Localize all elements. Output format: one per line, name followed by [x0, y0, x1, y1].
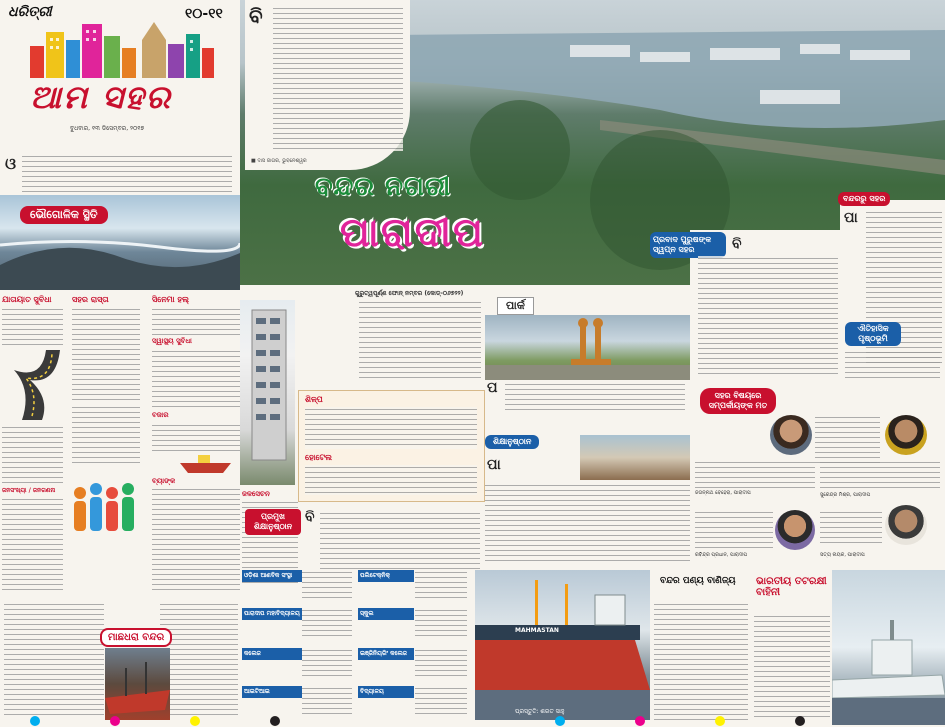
edu-list-text [415, 570, 467, 600]
right-column-tab: ବନ୍ଦରରୁ ସହର [838, 192, 890, 206]
edu-list-text [302, 608, 352, 638]
registration-mark [110, 716, 120, 726]
opinion-person-name: ସତ୍ୟ ନାୟକ, ପାରାଦୀପ [820, 552, 865, 558]
park-text-block [485, 380, 690, 435]
avatar [775, 510, 815, 550]
pravad-lead-letter: ବି [732, 236, 742, 252]
giraffe-park-photo [485, 315, 690, 380]
opinion-text [820, 460, 940, 490]
edu-list-label: ବିଦ୍ୟାଳୟ [358, 686, 414, 698]
column-heading: ସ୍ୱାସ୍ଥ୍ୟ ସୁବିଧା [152, 337, 192, 345]
masthead [0, 0, 240, 135]
edu-list-label: ଇଞ୍ଜିନିୟରିଂ କଲେଜ [358, 648, 414, 660]
park-text [505, 382, 685, 414]
tower-building-photo [240, 300, 295, 485]
institutions-heading: ପ୍ରମୁଖ ଶିକ୍ଷାନୁଷ୍ଠାନ [245, 509, 301, 535]
contacts-list [359, 300, 481, 382]
fishing-section [0, 600, 240, 727]
column-heading: ସହର ରାସ୍ତା [72, 295, 109, 304]
avatar [885, 505, 927, 545]
section-title: ଆମ ସହର [30, 78, 172, 116]
column-heading: ଯାତାୟାତ ସୁବିଧା [2, 295, 52, 304]
column-text [152, 423, 240, 453]
column-heading: ବ୍ୟାଙ୍କ [152, 477, 176, 485]
column-text [152, 307, 240, 335]
column-text [4, 602, 104, 717]
column-heading: ସିନେମା ହଲ୍ [152, 295, 189, 304]
hero-byline: ■ ଦାସ ଜାଗର, ଭୁବନେଶ୍ୱର [251, 158, 307, 164]
ship-caption: ପ୍ରସ୍ତୁତି: ଶରତ ସାହୁ [515, 708, 565, 715]
edu-list-label: କଲେଜ [242, 648, 302, 660]
hero-text-panel [245, 0, 410, 170]
education-text [485, 483, 690, 563]
education-lead-letter: ପା [487, 457, 501, 473]
coast-guard-section [750, 570, 945, 725]
edu-list-text [302, 570, 352, 600]
avatar [885, 415, 927, 455]
opinion-person-name: ଜଗନ୍ନାଥ ବେହେରା, ପାରାଦୀପ [695, 490, 751, 496]
opinion-person-name: ରବିନ୍ଦ୍ର ପ୍ରଧାନ, ପାରାଦୀପ [695, 552, 748, 558]
edu-list-grid [240, 568, 470, 727]
coast-guard-text [754, 614, 830, 720]
paper-name: ଧରିତ୍ରୀ [8, 4, 52, 20]
column-heading: ଜନସଂଖ୍ୟା / ଜନଗଣନା [2, 487, 56, 494]
right-lead-letter: ପା [844, 210, 858, 226]
column-heading: ଜଳସେଚନ [242, 490, 270, 498]
avatar [770, 415, 812, 455]
edu-list-label: ଆଇଟିଆଇ [242, 686, 302, 698]
date-line: ବୁଧବାର, ୧୩ ଡିସେମ୍ବର, ୨୦୧୭ [70, 125, 145, 132]
edu-list-text [415, 608, 467, 638]
edu-list-text [302, 686, 352, 716]
opinion-text [820, 510, 882, 545]
fishing-boats-photo [105, 648, 170, 720]
hero-body-text [273, 6, 403, 151]
edu-list-label: ସ୍କୁଲ [358, 608, 414, 620]
pravad-text [698, 256, 838, 376]
column-cinema [148, 295, 243, 595]
intro-text [22, 154, 232, 196]
ship-section-heading: ବନ୍ଦର ପଣ୍ୟ ବାଣିଜ୍ୟ [660, 576, 736, 586]
column-text [2, 307, 63, 347]
column-text [72, 405, 140, 465]
right-column [840, 194, 945, 375]
history-label: ଐତିହାସିକ ପୃଷ୍ଠଭୂମି [845, 322, 901, 346]
cargo-ship-photo [475, 570, 650, 720]
page-range: ୧୦-୧୧ [185, 6, 223, 22]
opinions-section [690, 380, 945, 565]
ship-name: MAHMASTAN [515, 627, 559, 634]
edu-list-label: ପାରାଦୀପ ମହାବିଦ୍ୟାଳୟ [242, 608, 302, 620]
opinions-heading: ସହର ବିଷୟରେ ସମ୍ପର୍କୀୟଙ୍କ ମତ [700, 388, 776, 414]
registration-mark [635, 716, 645, 726]
column-industry [298, 390, 485, 502]
ship-section-body [654, 602, 748, 720]
institutions-text [320, 511, 480, 569]
column-text [305, 465, 477, 495]
park-heading: ପାର୍କ [497, 297, 534, 315]
hero-title-main: ପାରାଦୀପ [340, 210, 485, 256]
hero-lead-letter: ବି [249, 4, 263, 28]
boat-illustration [178, 453, 233, 475]
column-text [160, 602, 238, 717]
column-text [2, 497, 63, 592]
column-heading: ହୋଟେଲ [305, 453, 333, 462]
opinion-text [815, 415, 880, 465]
building-photo [580, 435, 690, 480]
column-text [152, 487, 240, 592]
contacts-heading: ଗୁରୁତ୍ୱପୂର୍ଣ୍ଣ ଫୋନ୍ ନମ୍ବର (କୋଡ୍-୦୬୭୨୨) [355, 290, 464, 297]
column-roads [68, 295, 143, 595]
road-illustration [2, 350, 62, 420]
ship-section-text [650, 570, 750, 725]
edu-list-text [415, 686, 467, 716]
edu-list-label: ପଲିଟେକ୍ନିକ୍ [358, 570, 414, 582]
institutions-lead-letter: ବି [305, 509, 315, 525]
opinion-text [695, 510, 773, 550]
education-heading: ଶିକ୍ଷାନୁଷ୍ଠାନ [485, 435, 539, 449]
edu-list-text [302, 648, 352, 678]
column-transport [0, 295, 65, 595]
column-text [72, 307, 140, 402]
column-text [2, 425, 63, 485]
education-section [485, 435, 690, 565]
registration-mark [555, 716, 565, 726]
contacts-box [355, 290, 485, 385]
intro-block [0, 140, 240, 290]
registration-mark [795, 716, 805, 726]
park-section [485, 285, 690, 380]
opinion-text [695, 460, 815, 488]
coast-guard-ship-photo [832, 570, 945, 725]
pravad-section [653, 230, 840, 380]
registration-mark [30, 716, 40, 726]
institutions-section [240, 505, 485, 575]
column-heading: ଶିଳ୍ପ [305, 395, 323, 404]
edu-list-text [415, 648, 467, 678]
intro-lead-letter: ଓ [5, 154, 17, 173]
right-column-text-lower [845, 350, 940, 380]
registration-mark [715, 716, 725, 726]
pravad-label: ପ୍ରବାଦ ପୁରୁଷଙ୍କ ସ୍ୱପ୍ନ ସହର [650, 232, 726, 258]
registration-mark [190, 716, 200, 726]
column-text [305, 407, 477, 449]
coast-guard-heading: ଭାରତୀୟ ତଟରକ୍ଷୀ ବାହିନୀ [756, 576, 827, 598]
city-skyline-illustration [30, 18, 215, 78]
opinion-person-name: ସୁରେନ୍ଦ୍ର ମିଶ୍ର, ପାରାଦୀପ [820, 492, 871, 498]
people-illustration [68, 475, 138, 545]
column-heading: ବଜାର [152, 411, 169, 419]
geo-heading: ଭୌଗୋଳିକ ସ୍ଥିତି [20, 206, 108, 224]
registration-mark [270, 716, 280, 726]
hero-title-top: ବନ୍ଦର ନଗରୀ [315, 172, 452, 202]
fishing-heading: ମାଛଧରା ବନ୍ଦର [100, 628, 172, 647]
column-text [152, 349, 240, 409]
edu-list-label: ଓଡ଼ିଶା ଆଣବିକ ସଂସ୍ଥା [242, 570, 302, 582]
park-lead-letter: ପ [487, 380, 498, 396]
